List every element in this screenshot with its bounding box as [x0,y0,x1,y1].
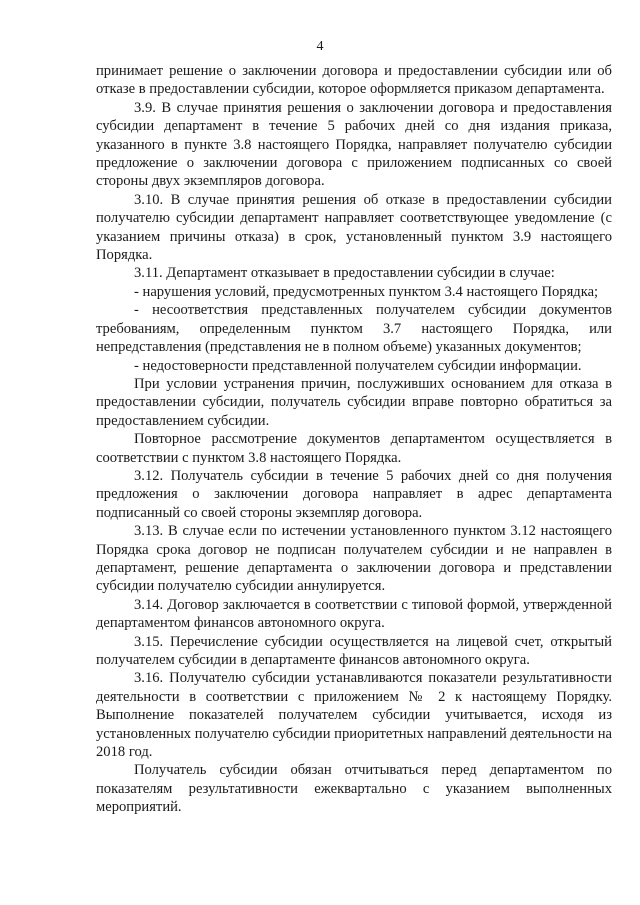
list-item-violation: - нарушения условий, предусмотренных пунктом 3.4 настоящего Порядка; [134,283,599,300]
paragraph-3-10: 3.10. В случае принятия решения об отказе в предоставлении субсидии получателю субсидии департамент направляет соответствующее уведомление (с указанием причины отказа) в срок, установленный пунктом 3.9 настоящего Порядка. [96,191,612,264]
paragraph-3-9: 3.9. В случае принятия решения о заключении договора и предоставления субсидии департамент в течение 5 рабочих дней со дня издания приказа, указанного в пункте 3.8 настоящего Порядка, направляет получателю субсидии предложение о заключении договора с приложением подписанных со своей стороны двух экземпляров договора. [96,99,612,190]
list-item-nonconformity: - несоответствия представленных получателем субсидии документов требованиям, определенным пунктом 3.7 настоящего Порядка, или непредставления (представления не в полном объеме) указанных документов; [96,302,612,356]
paragraph-3-14: 3.14. Договор заключается в соответствии с типовой формой, утвержденной департаментом финансов автономного округа. [96,596,612,632]
paragraph-3-11: 3.11. Департамент отказывает в предоставлении субсидии в случае: [134,265,555,282]
paragraph-3-13: 3.13. В случае если по истечении установленного пунктом 3.12 настоящего Порядка срока договор не подписан получателем субсидии и не направлен в департамент, решение департамента о заключении договора и представлении субсидии получателю субсидии аннулируется. [96,523,612,595]
paragraph-0-continuation: принимает решение о заключении договора и предоставлении субсидии или об отказе в предоставлении субсидии, которое оформляется приказом департамента. [96,63,612,98]
paragraph-3-12: 3.12. Получатель субсидии в течение 5 рабочих дней со дня получения предложения о заключении договора направляет в адрес департамента подписанный со своей стороны экземпляр договора. [96,467,612,521]
paragraph-reconsideration: Повторное рассмотрение документов департаментом осуществляется в соответствии с пунктом 3.8 настоящего Порядка. [96,431,612,466]
list-item-inaccuracy: - недостоверности представленной получателем субсидии информации. [134,357,582,374]
document-body [96,62,612,817]
paragraph-3-16: 3.16. Получателю субсидии устанавливаются показатели результативности деятельности в соответствии с приложением № 2 к настоящему Порядку. Выполнение показателей получателем субсидии учитывается, исходя из установленных получателю субсидии приоритетных направлений деятельности на 2018 год. [96,670,612,761]
page-number: 4 [316,39,324,54]
paragraph-3-15: 3.15. Перечисление субсидии осуществляется на лицевой счет, открытый получателем субсидии в департаменте финансов автономного округа. [96,633,612,668]
paragraph-reapply: При условии устранения причин, послуживших основанием для отказа в предоставлении субсидии, получатель субсидии вправе повторно обратиться за предоставлением субсидии. [96,375,612,429]
paragraph-reporting: Получатель субсидии обязан отчитываться перед департаментом по показателям результативности ежеквартально с указанием выполненных мероприятий. [96,762,612,816]
